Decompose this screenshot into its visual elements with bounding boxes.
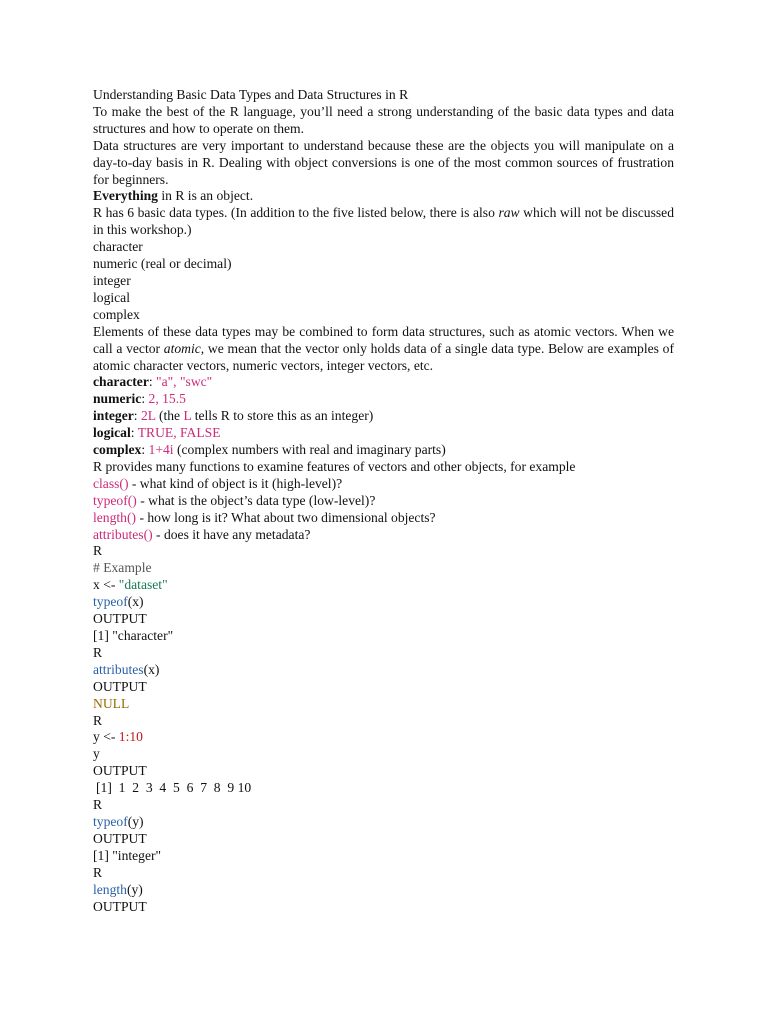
code-label-r: R: [93, 797, 103, 813]
code-line: typeof(y): [93, 813, 144, 829]
document-page: [93, 87, 674, 915]
example-character: character: "a", "swc": [93, 374, 213, 390]
everything-line: Everything in R is an object.: [93, 188, 254, 204]
code-line: x <- "dataset": [93, 577, 168, 593]
code-comment: # Example: [93, 560, 152, 576]
doc-title: Understanding Basic Data Types and Data Structures in R: [93, 87, 409, 102]
atomic-term: atomic: [163, 340, 201, 356]
function-name: class(): [93, 475, 129, 491]
function-item: typeof() - what is the object’s data type (low-level)?: [93, 492, 376, 508]
code-output: [1] "integer": [93, 847, 162, 863]
function-item: class() - what kind of object is it (high-level)?: [93, 475, 343, 491]
code-label-r: R: [93, 543, 103, 559]
example-logical: logical: TRUE, FALSE: [93, 425, 221, 441]
code-label-r: R: [93, 712, 103, 728]
elements-paragraph: Elements of these data types may be combined to form data structures, such as atomic vectors. When we call a vector atomic, we mean that the vector only holds data of a single data type. Below are examples of atomic character vectors, numeric vectors, integer vectors, etc.: [93, 323, 674, 373]
intro-paragraph: To make the best of the R language, you’ll need a strong understanding of the basic data types and data structures and how to operate on them.: [93, 103, 674, 136]
everything-bold: Everything: [93, 188, 158, 204]
function-name: typeof(): [93, 492, 137, 508]
code-label-output: OUTPUT: [93, 611, 147, 627]
function-item: length() - how long is it? What about two dimensional objects?: [93, 509, 436, 525]
code-output: NULL: [93, 695, 130, 711]
code-line: y: [93, 746, 100, 762]
type-item: complex: [93, 306, 140, 322]
code-label-output: OUTPUT: [93, 678, 147, 694]
code-line: length(y): [93, 881, 143, 897]
code-label-r: R: [93, 644, 103, 660]
code-output: [1] 1 2 3 4 5 6 7 8 9 10: [96, 780, 252, 796]
code-label-r: R: [93, 864, 103, 880]
functions-intro: R provides many functions to examine features of vectors and other objects, for example: [93, 458, 576, 474]
example-complex: complex: 1+4i (complex numbers with real and imaginary parts): [93, 442, 446, 458]
code-label-output: OUTPUT: [93, 763, 147, 779]
function-item: attributes() - does it have any metadata?: [93, 526, 311, 542]
code-label-output: OUTPUT: [93, 830, 147, 846]
function-name: length(): [93, 509, 137, 525]
type-item: numeric (real or decimal): [93, 256, 232, 272]
importance-paragraph: Data structures are very important to understand because these are the objects you will manipulate on a day-to-day basis in R. Dealing with object conversions is one of the most common sources of frustration for beginners.: [93, 137, 674, 187]
type-item: character: [93, 239, 143, 255]
basic-types-paragraph: R has 6 basic data types. (In addition to the five listed below, there is also raw which will not be discussed in this workshop.): [93, 205, 675, 238]
code-output: [1] "character": [93, 628, 174, 643]
raw-term: raw: [498, 205, 520, 221]
code-line: typeof(x): [93, 594, 144, 610]
example-numeric: numeric: 2, 15.5: [93, 391, 186, 407]
type-item: logical: [93, 289, 130, 305]
code-label-output: OUTPUT: [93, 898, 147, 914]
type-item: integer: [93, 272, 131, 288]
code-line: attributes(x): [93, 661, 160, 677]
example-integer: integer: 2L (the L tells R to store this as an integer): [93, 408, 374, 424]
code-line: y <- 1:10: [93, 729, 143, 745]
function-name: attributes(): [93, 526, 153, 542]
